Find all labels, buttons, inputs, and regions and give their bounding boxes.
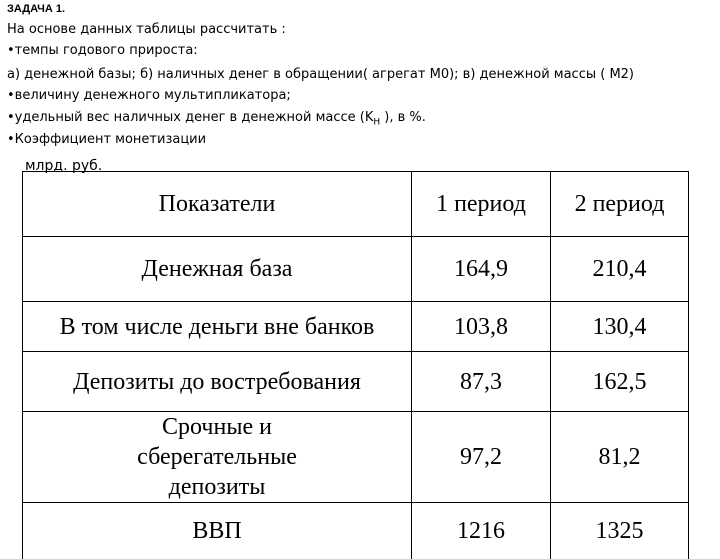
row-value-period-1: 97,2 <box>412 412 551 503</box>
task-title: ЗАДАЧА 1. <box>7 3 65 15</box>
task-line-6: •Коэффициент монетизации <box>7 132 206 148</box>
unit-label: млрд. руб. <box>25 158 102 174</box>
task-line-5-end: ), в %. <box>380 110 426 125</box>
task-line-5 <box>7 110 426 131</box>
row-value-period-1: 87,3 <box>412 352 551 412</box>
row-value-period-2: 81,2 <box>551 412 689 503</box>
row-value-period-2: 162,5 <box>551 352 689 412</box>
table-header-row <box>23 172 689 237</box>
row-label: Срочные и сберегательные депозиты <box>23 412 412 503</box>
table-row <box>23 237 689 302</box>
row-label: Депозиты до востребования <box>23 352 412 412</box>
table-row <box>23 503 689 559</box>
task-line-2: •темпы годового прироста: <box>7 43 198 59</box>
row-value-period-2: 210,4 <box>551 237 689 302</box>
header-period-2: 2 период <box>551 172 689 237</box>
row-label: В том числе деньги вне банков <box>23 302 412 352</box>
row-value-period-1: 103,8 <box>412 302 551 352</box>
table-row <box>23 302 689 352</box>
row-value-period-2: 1325 <box>551 503 689 559</box>
task-line-4: •величину денежного мультипликатора; <box>7 88 291 104</box>
table-row <box>23 412 689 503</box>
task-line-3: а) денежной базы; б) наличных денег в обращении( агрегат М0); в) денежной массы ( М2) <box>7 67 634 83</box>
task-line-5-subscript: Н <box>373 118 380 128</box>
header-indicators: Показатели <box>23 172 412 237</box>
header-period-1: 1 период <box>412 172 551 237</box>
task-line-1: На основе данных таблицы рассчитать : <box>7 22 286 38</box>
row-value-period-2: 130,4 <box>551 302 689 352</box>
task-line-5-text: •удельный вес наличных денег в денежной массе (K <box>7 110 373 125</box>
row-value-period-1: 164,9 <box>412 237 551 302</box>
row-label: ВВП <box>23 503 412 559</box>
row-value-period-1: 1216 <box>412 503 551 559</box>
table-row <box>23 352 689 412</box>
data-table <box>22 171 689 559</box>
row-label: Денежная база <box>23 237 412 302</box>
